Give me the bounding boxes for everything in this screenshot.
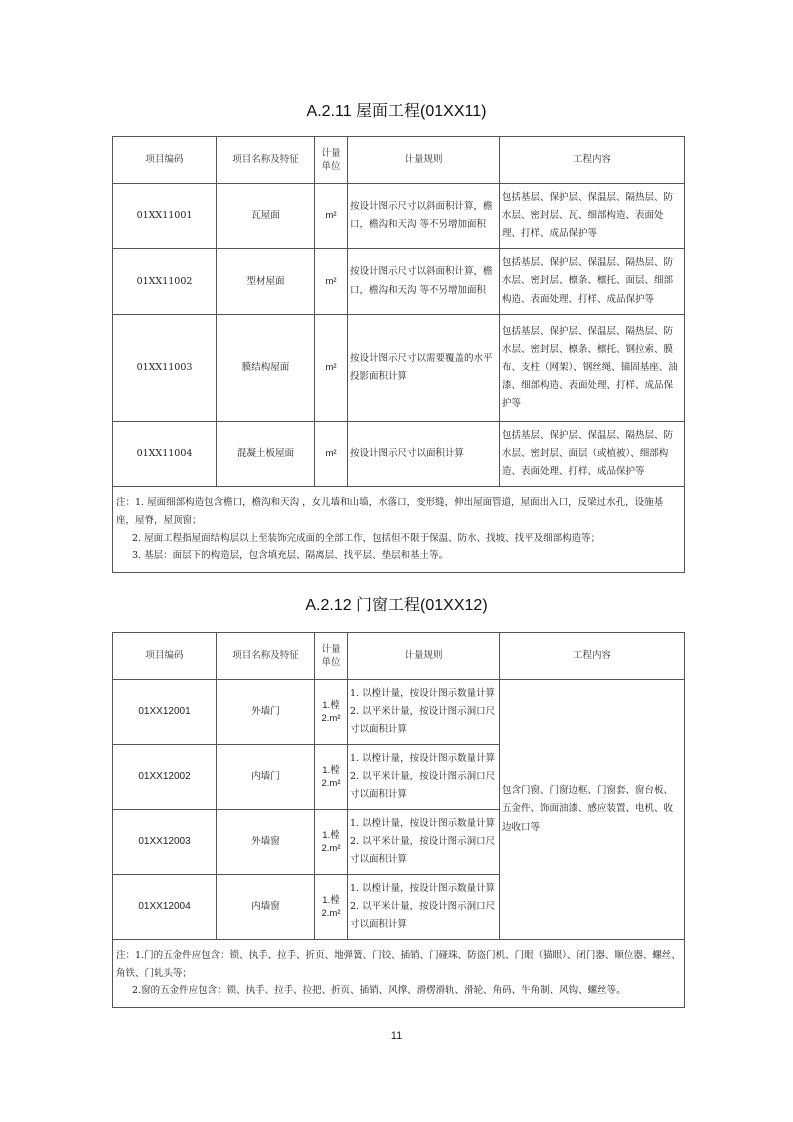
item-work: 包括基层、保护层、保温层、隔热层、防水层、密封层、檩条、檩托、钢拉索、膜布、支柱（网架）、钢丝绳、锚固基座、油漆、细部构造、表面处理、打样、成品保护等: [500, 315, 685, 422]
item-work: 包括基层、保护层、保温层、隔热层、防水层、密封层、面层（或植被）、细部构造、表面处理、打样、成品保护等: [500, 422, 685, 487]
notes-row: [113, 940, 685, 1008]
roof-works-table: [112, 136, 685, 573]
item-code: 01XX11003: [113, 315, 217, 422]
header-work: 工程内容: [500, 633, 685, 680]
table-row: [113, 249, 685, 315]
item-unit: [315, 810, 348, 875]
item-unit: m²: [315, 184, 348, 249]
note-text: 注：1.门的五金件应包含：锁、执手、拉手、折页、地弹簧、门铰、插销、门碰珠、防盗门机、门眼（猫眼）、闭门器、顺位器、螺丝、角铁、门轧头等；: [116, 950, 681, 979]
unit-option: 1.樘: [322, 829, 340, 841]
header-name: 项目名称及特征: [217, 633, 315, 680]
note-text: 2. 屋面工程指屋面结构层以上至装饰完成面的全部工作，包括但不限于保温、防水、找坡、找平及细部构造等；: [132, 532, 601, 544]
item-rule: [348, 875, 500, 940]
item-work: 包括基层、保护层、保温层、隔热层、防水层、密封层、瓦、细部构造、表面处理、打样、成品保护等: [500, 184, 685, 249]
note-text: 3. 基层：面层下的构造层，包含填充层、隔离层、找平层、垫层和基土等。: [132, 550, 449, 562]
item-rule: [348, 810, 500, 875]
rule-line: 1. 以樘计量，按设计图示数量计算: [350, 817, 496, 829]
rule-line: 1. 以樘计量，按设计图示数量计算: [350, 752, 496, 764]
header-unit: 计量单位: [315, 633, 348, 680]
item-unit: [315, 745, 348, 810]
item-code: 01XX11004: [113, 422, 217, 487]
item-rule: 按设计图示尺寸以斜面积计算，檐口，檐沟和天沟 等不另增加面积: [348, 249, 500, 315]
section-title-doors-windows: A.2.12 门窗工程(01XX12): [305, 597, 488, 614]
unit-option: 2.m²: [321, 843, 341, 854]
item-rule: [348, 745, 500, 810]
header-code: 项目编码: [113, 633, 217, 680]
table-header-row: [113, 633, 685, 680]
header-name: 项目名称及特征: [217, 137, 315, 184]
item-rule: [348, 680, 500, 745]
note-text: 注：1. 屋面细部构造包含檐口，檐沟和天沟 ，女儿墙和山墙，水落口，变形缝，伸出屋面管道，屋面出入口，反梁过水孔，设施基座，屋脊，屋顶窗；: [116, 497, 664, 526]
table-row: [113, 184, 685, 249]
notes-row: [113, 487, 685, 573]
notes-cell: [113, 487, 685, 573]
item-code: 01XX12002: [113, 745, 217, 810]
table-row: [113, 680, 685, 745]
rule-line: 2. 以平米计量，按设计图示洞口尺寸以面积计算: [350, 835, 496, 866]
item-name: 瓦屋面: [217, 184, 315, 249]
item-work-shared: 包含门窗、门窗边框、门窗套、窗台板、五金件、饰面油漆、感应装置、电机、收边收口等: [500, 680, 685, 940]
item-code: 01XX12004: [113, 875, 217, 940]
item-name: 外墙窗: [217, 810, 315, 875]
unit-option: 1.樘: [322, 764, 340, 776]
item-rule: 按设计图示尺寸以面积计算: [348, 422, 500, 487]
table-row: [113, 422, 685, 487]
item-code: 01XX11001: [113, 184, 217, 249]
item-unit: m²: [315, 315, 348, 422]
page-number: 11: [390, 1030, 403, 1042]
item-rule: 按设计图示尺寸以需要覆盖的水平投影面积计算: [348, 315, 500, 422]
rule-line: 1. 以樘计量，按设计图示数量计算: [350, 687, 496, 699]
item-name: 混凝土板屋面: [217, 422, 315, 487]
header-unit: 计量单位: [315, 137, 348, 184]
unit-option: 2.m²: [321, 778, 341, 789]
note-text: 2.窗的五金件应包含：锁、执手、拉手、拉把、折页、插销、风撑、滑楞滑轨、滑轮、角码、牛角制、风钩、螺丝等。: [132, 985, 626, 997]
table-row: [113, 315, 685, 422]
unit-option: 2.m²: [321, 908, 341, 919]
item-name: 内墙门: [217, 745, 315, 810]
notes-cell: [113, 940, 685, 1008]
item-unit: [315, 680, 348, 745]
rule-line: 2. 以平米计量，按设计图示洞口尺寸以面积计算: [350, 900, 496, 931]
unit-option: 1.樘: [322, 699, 340, 711]
item-unit: m²: [315, 249, 348, 315]
item-unit: [315, 875, 348, 940]
unit-option: 1.樘: [322, 894, 340, 906]
rule-line: 1. 以樘计量，按设计图示数量计算: [350, 882, 496, 894]
item-code: 01XX12003: [113, 810, 217, 875]
header-rule: 计量规则: [348, 137, 500, 184]
header-work: 工程内容: [500, 137, 685, 184]
item-rule: 按设计图示尺寸以斜面积计算，檐口，檐沟和天沟 等不另增加面积: [348, 184, 500, 249]
item-name: 外墙门: [217, 680, 315, 745]
rule-line: 2. 以平米计量，按设计图示洞口尺寸以面积计算: [350, 705, 496, 736]
item-unit: m²: [315, 422, 348, 487]
item-name: 内墙窗: [217, 875, 315, 940]
item-work: 包括基层、保护层、保温层、隔热层、防水层、密封层、檩条、檩托、面层、细部构造、表面处理、打样、成品保护等: [500, 249, 685, 315]
unit-option: 2.m²: [321, 713, 341, 724]
item-code: 01XX11002: [113, 249, 217, 315]
header-code: 项目编码: [113, 137, 217, 184]
rule-line: 2. 以平米计量，按设计图示洞口尺寸以面积计算: [350, 770, 496, 801]
item-name: 膜结构屋面: [217, 315, 315, 422]
item-name: 型材屋面: [217, 249, 315, 315]
item-code: 01XX12001: [113, 680, 217, 745]
doors-windows-table: [112, 632, 685, 1008]
table-header-row: [113, 137, 685, 184]
header-rule: 计量规则: [348, 633, 500, 680]
section-title-roof: A.2.11 屋面工程(01XX11): [306, 103, 487, 120]
